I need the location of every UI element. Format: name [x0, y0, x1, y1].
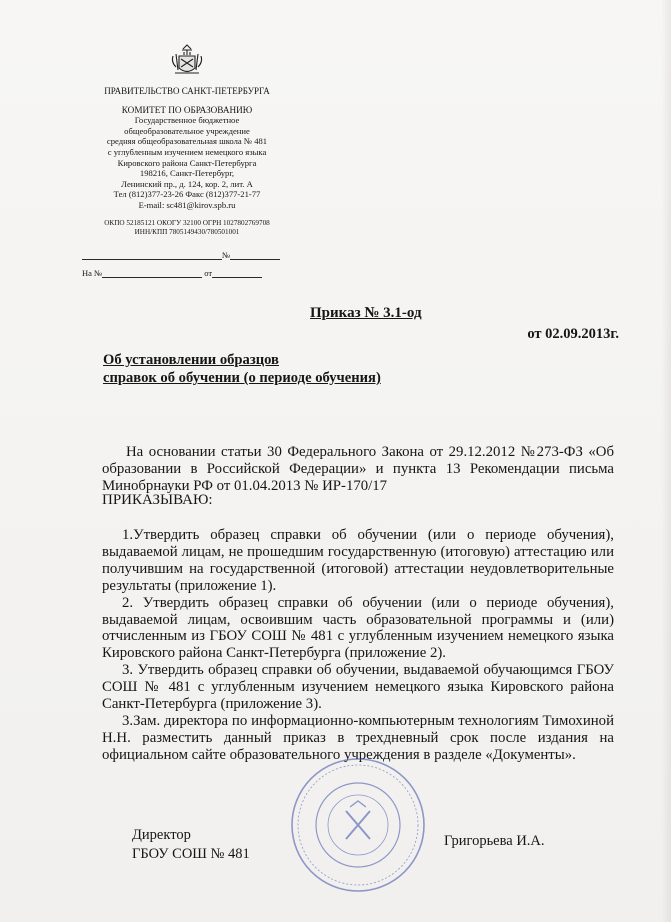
subject-line: Об установлении образцов: [103, 352, 279, 368]
letterhead-line: с углубленным изучением немецкого языка: [107, 146, 267, 157]
letterhead: [82, 40, 292, 237]
committee-name: КОМИТЕТ ПО ОБРАЗОВАНИЮ: [121, 104, 253, 115]
letterhead-email: E-mail: sc481@kirov.spb.ru: [138, 199, 236, 210]
reg-no-label: №: [222, 250, 231, 260]
government-name: ПРАВИТЕЛЬСТВО САНКТ-ПЕТЕРБУРГА: [104, 86, 270, 96]
position-line: Директор: [132, 827, 191, 843]
codes-line: ИНН/КПП 7805149430/780501001: [134, 227, 240, 236]
ref-from-label: от: [204, 268, 213, 278]
intro-text: На основании статьи 30 Федерального Закона от 29.12.2012 №273-ФЗ «Об образовании в Российской Федерации» и пункта 13 Рекомендации письма Минобрнауки РФ от 01.04.2013 № ИР-170/17: [102, 444, 614, 494]
order-item: 2. Утвердить образец справки об обучении (или о периоде обучения), выдаваемой лицам, освоившим часть образовательной программы и (или) отчисленным из ГБОУ СОШ № 481 с углубленным изучением немецкого языка Кировского района Санкт-Петербурга (приложение 2).: [102, 594, 614, 662]
letterhead-line: Кировского района Санкт-Петербурга: [117, 157, 257, 168]
registration-number-row: [82, 250, 280, 260]
order-date: от 02.09.2013г.: [527, 326, 619, 342]
order-subject: [103, 351, 381, 387]
reference-number-row: [82, 268, 262, 278]
intro-paragraph: [102, 444, 614, 495]
round-seal-stamp: [288, 755, 428, 895]
codes-line: ОКПО 52185121 ОКОГУ 32100 ОГРН 1027802769708: [104, 218, 270, 227]
registry-codes: [82, 219, 292, 237]
subject-line: справок об обучении (о периоде обучения): [103, 370, 381, 386]
order-title: Приказ № 3.1-од: [310, 305, 422, 321]
order-item: 3.Зам. директора по информационно-компьютерным технологиям Тимохиной Н.Н. разместить данный приказ в трехдневный срок после издания на официальном сайте образовательного учреждения в разделе «Документы».: [102, 712, 614, 763]
order-items: [102, 527, 614, 764]
order-item: 3. Утвердить образец справки об обучении, выдаваемой обучающимся ГБОУ СОШ № 481 с углубленным изучением немецкого языка Кировского района Санкт-Петербурга (приложение 3).: [102, 662, 614, 713]
ref-no-label: На №: [82, 268, 103, 278]
letterhead-line: 198216, Санкт-Петербург,: [139, 168, 235, 179]
letterhead-line: Тел (812)377-23-26 Факс (812)377-21-77: [113, 189, 261, 200]
signatory-name: Григорьева И.А.: [444, 833, 545, 849]
letterhead-line: Государственное бюджетное: [134, 115, 240, 126]
page-edge-shadow: [661, 0, 671, 922]
signature-position: [132, 826, 250, 864]
coat-of-arms-icon: [167, 40, 207, 80]
order-item: 1.Утвердить образец справки об обучении (или о периоде обучения), выдаваемой лицам, не прошедшим государственную (итоговую) аттестацию или получившим на государственной (итоговой) аттестации неудовлетворительные результаты (приложение 1).: [102, 527, 614, 594]
orders-label: ПРИКАЗЫВАЮ:: [102, 492, 213, 508]
letterhead-line: общеобразовательное учреждение: [124, 125, 250, 136]
position-line: ГБОУ СОШ № 481: [132, 846, 250, 862]
letterhead-line: средняя общеобразовательная школа № 481: [106, 136, 268, 147]
letterhead-line: Ленинский пр., д. 124, кор. 2, лит. А: [121, 178, 253, 189]
